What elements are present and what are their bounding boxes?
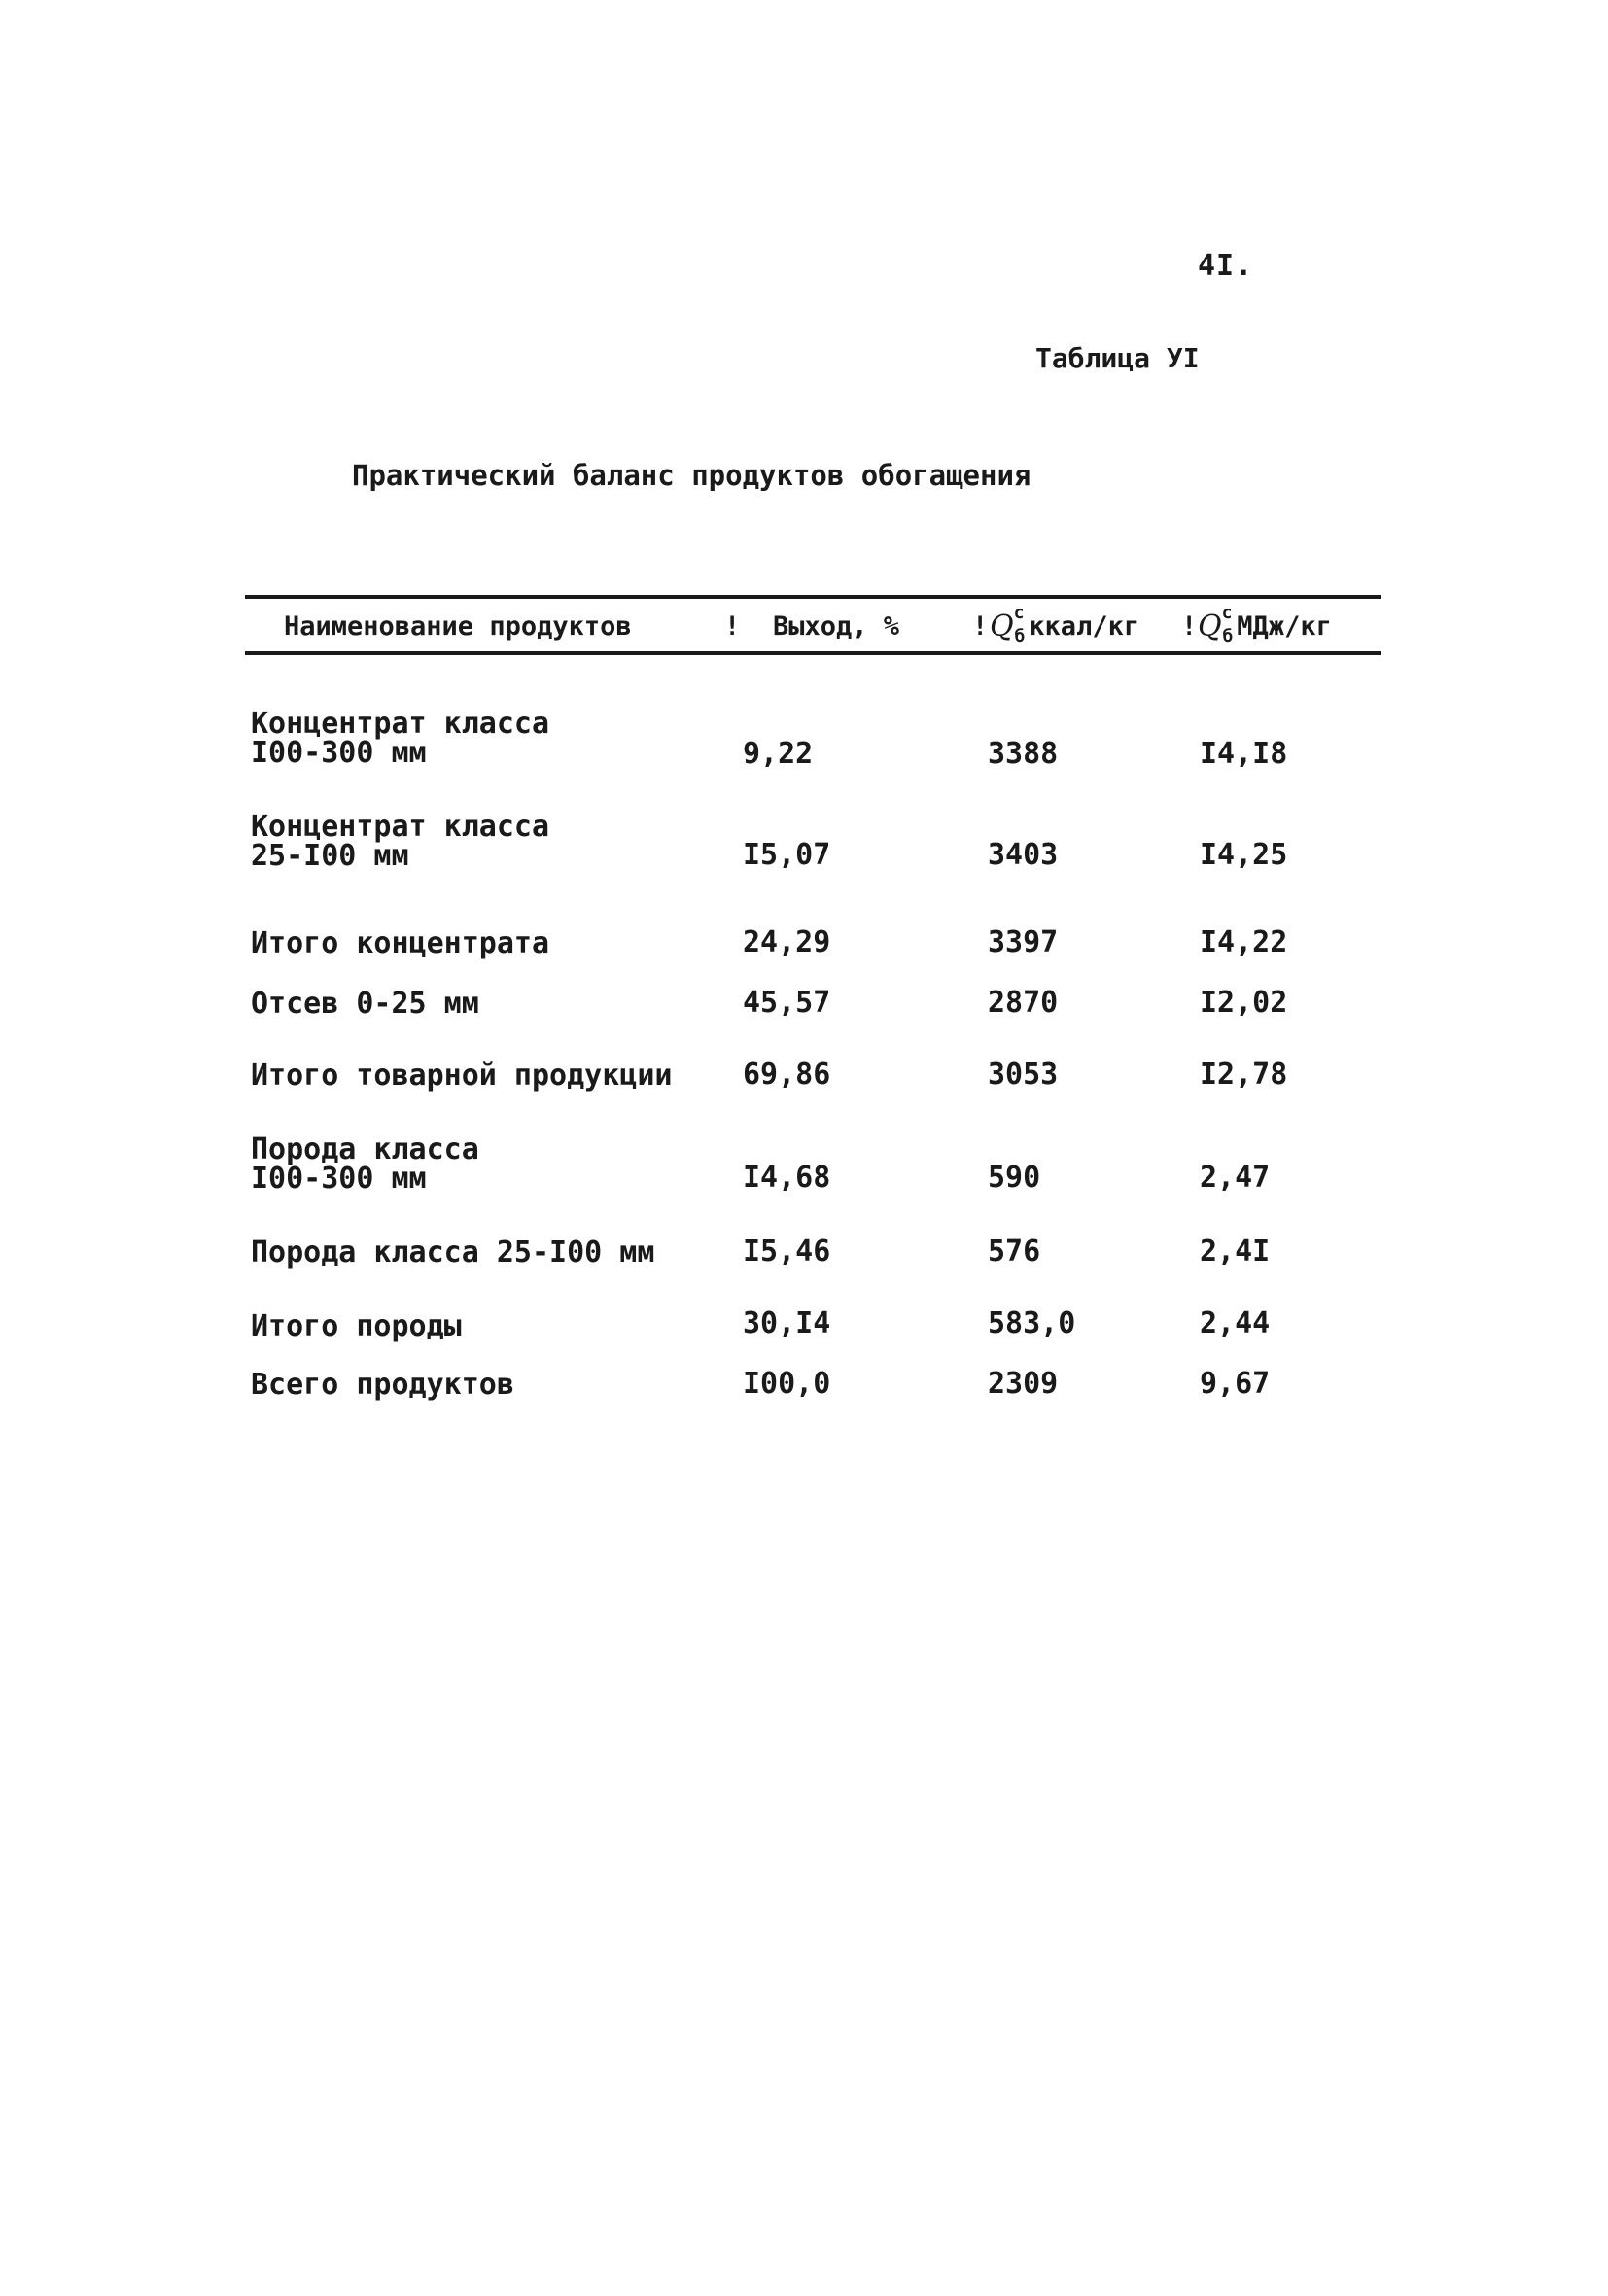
q-subscript: б	[1222, 625, 1234, 646]
row-name	[251, 1061, 672, 1091]
row-name	[251, 1235, 655, 1270]
header-separator: !	[972, 610, 989, 642]
row-name	[251, 707, 550, 770]
row-name	[251, 1309, 462, 1343]
row-yield: I5,07	[743, 838, 831, 872]
table-label: Таблица УI	[1035, 342, 1200, 374]
row-kcal: 3053	[988, 1058, 1059, 1092]
row-name	[251, 926, 550, 960]
row-yield: 30,I4	[743, 1306, 831, 1340]
row-mj: I4,22	[1200, 925, 1288, 959]
row-mj: 9,67	[1200, 1367, 1271, 1401]
row-mj: 2,47	[1200, 1161, 1271, 1195]
q-superscript: c	[1013, 602, 1025, 623]
row-name-line: I00-300 мм	[251, 736, 427, 770]
row-mj: I2,02	[1200, 986, 1288, 1020]
row-kcal: 576	[988, 1235, 1041, 1269]
row-name	[251, 1132, 479, 1196]
q-symbol: Q	[1198, 609, 1222, 644]
table-title: Практический баланс продуктов обогащения	[352, 459, 1031, 492]
table-top-rule	[245, 595, 1381, 599]
row-name	[251, 810, 550, 873]
header-separator: !	[1181, 610, 1198, 642]
row-name-line: Всего продуктов	[251, 1368, 514, 1402]
table-header-rule	[245, 651, 1381, 655]
header-product-name: Наименование продуктов	[284, 610, 632, 642]
row-yield: 45,57	[743, 986, 831, 1020]
row-name-line: Итого концентрата	[251, 926, 550, 960]
row-yield: I00,0	[743, 1367, 831, 1401]
row-name-line: Итого породы	[251, 1309, 462, 1343]
row-mj: I4,I8	[1200, 737, 1288, 771]
row-name-line: Отсев 0-25 мм	[251, 987, 479, 1021]
page-number: 4I.	[1198, 249, 1254, 283]
row-name-line: Концентрат класса	[251, 810, 550, 844]
q-subscript: б	[1014, 625, 1026, 646]
header-separator: !	[724, 610, 741, 642]
row-yield: I5,46	[743, 1235, 831, 1269]
row-name-line: Итого товарной продукции	[251, 1059, 673, 1093]
header-heat-kcal	[990, 602, 1140, 646]
row-kcal: 583,0	[988, 1306, 1076, 1340]
row-yield: 69,86	[743, 1058, 831, 1092]
row-name	[251, 1368, 514, 1402]
row-yield: I4,68	[743, 1161, 831, 1195]
header-heat-mj	[1198, 602, 1332, 646]
row-kcal: 3397	[988, 925, 1059, 959]
row-kcal: 2870	[988, 986, 1059, 1020]
row-kcal: 590	[988, 1161, 1041, 1195]
row-name-line: 25-I00 мм	[251, 839, 409, 873]
row-yield: 9,22	[743, 737, 814, 771]
row-kcal: 2309	[988, 1367, 1059, 1401]
row-yield: 24,29	[743, 925, 831, 959]
row-kcal: 3403	[988, 838, 1059, 872]
row-mj: I4,25	[1200, 838, 1288, 872]
row-mj: 2,44	[1200, 1306, 1271, 1340]
header-yield: Выход, %	[773, 610, 900, 642]
row-name-line: Порода класса 25-I00 мм	[251, 1235, 655, 1270]
row-name-line: I00-300 мм	[251, 1162, 427, 1196]
q-symbol: Q	[990, 609, 1014, 644]
kcal-unit: ккал/кг	[1029, 610, 1140, 642]
row-name-line: Концентрат класса	[251, 707, 550, 741]
mj-unit: МДж/кг	[1237, 610, 1332, 642]
row-name-line: Порода класса	[251, 1132, 479, 1166]
q-superscript: c	[1221, 602, 1233, 623]
row-mj: I2,78	[1200, 1058, 1288, 1092]
row-kcal: 3388	[988, 737, 1059, 771]
row-mj: 2,4I	[1200, 1235, 1271, 1269]
row-name	[251, 987, 479, 1021]
